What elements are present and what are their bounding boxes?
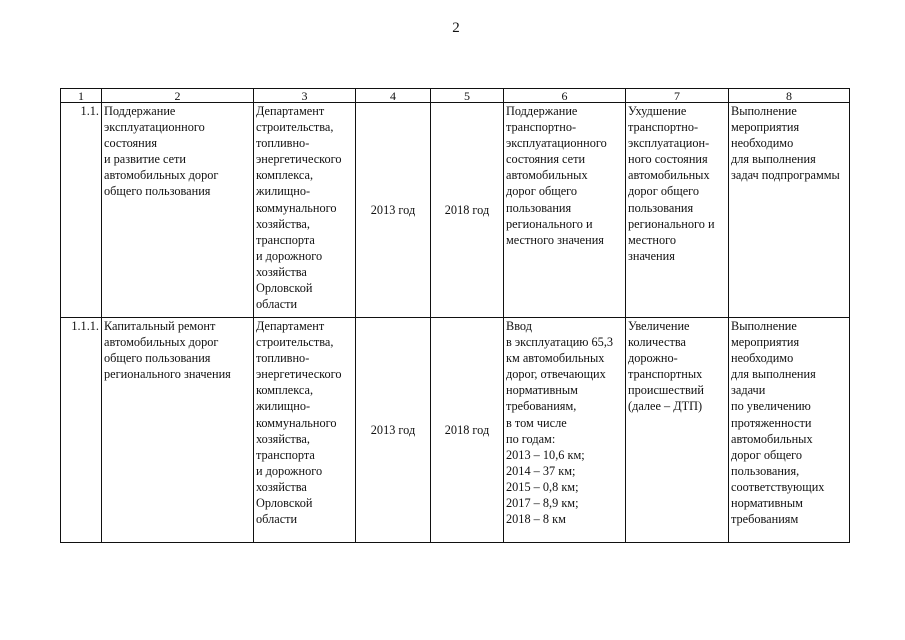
cell-text-line: Выполнение [731, 319, 797, 333]
table-row [61, 103, 850, 318]
cell-text-line: транспорта [256, 232, 315, 247]
cell-text-line: и дорожного [256, 248, 323, 263]
column-number-1: 1 [61, 89, 102, 103]
cell-text-line: нормативным [506, 383, 578, 398]
column-number-3: 3 [254, 89, 356, 103]
responsible-executor [254, 103, 356, 318]
program-activities-table [60, 88, 850, 543]
activity-name [102, 103, 254, 318]
cell-text-line: области [256, 297, 298, 312]
cell-text-line: дорог общего [628, 184, 700, 199]
cell-text-line: 2014 – 37 км; [506, 463, 576, 478]
cell-text-line: коммунального [256, 200, 337, 215]
cell-text-line: энергетического [256, 152, 342, 167]
cell-text-line: транспорта [256, 447, 315, 462]
cell-text-line: в эксплуатацию 65,3 [506, 335, 614, 350]
cell-text-line: комплекса, [256, 168, 314, 183]
cell-text-line: топливно- [256, 136, 310, 151]
cell-text-line: общего пользования [104, 351, 211, 366]
cell-text-line: топливно- [256, 351, 310, 366]
end-year: 2018 год [431, 318, 504, 543]
cell-text-line: в том числе [506, 415, 567, 430]
cell-text-line: дорог общего [506, 184, 578, 199]
cell-text-line: происшествий [628, 383, 704, 398]
cell-text-line: по годам: [506, 431, 556, 446]
cell-text-line: дорог, отвечающих [506, 367, 606, 382]
non-implementation-consequences [626, 318, 729, 543]
cell-text-line: нормативным [731, 496, 803, 511]
cell-text-line: Выполнение [731, 104, 797, 118]
table-row [61, 318, 850, 543]
cell-text-line: жилищно- [256, 399, 311, 414]
cell-text-line: Орловской [256, 496, 313, 511]
cell-text-line: энергетического [256, 367, 342, 382]
cell-text-line: регионального и [628, 216, 715, 231]
cell-text-line: задачи [731, 383, 766, 398]
column-number-6: 6 [504, 89, 626, 103]
cell-text-line: задач подпрограммы [731, 168, 840, 183]
cell-text-line: дорог общего [731, 447, 803, 462]
cell-text-line: автомобильных [628, 168, 710, 183]
cell-text-line: состояния [104, 136, 157, 151]
activity-number: 1.1.1. [61, 318, 102, 543]
expected-result [504, 103, 626, 318]
cell-text-line: регионального и [506, 216, 593, 231]
cell-text-line: Поддержание [506, 104, 578, 118]
cell-text-line: Департамент [256, 104, 325, 118]
column-number-4: 4 [356, 89, 431, 103]
cell-text-line: по увеличению [731, 399, 811, 414]
cell-text-line: необходимо [731, 351, 794, 366]
cell-text-line: количества [628, 335, 686, 350]
cell-text-line: ного состояния [628, 152, 708, 167]
link-to-indicators [729, 103, 850, 318]
column-number-7: 7 [626, 89, 729, 103]
cell-text-line: Увеличение [628, 319, 690, 333]
cell-text-line: общего пользования [104, 184, 211, 199]
cell-text-line: строительства, [256, 335, 334, 350]
cell-text-line: 2018 – 8 км [506, 512, 566, 527]
cell-text-line: мероприятия [731, 120, 800, 135]
column-number-2: 2 [102, 89, 254, 103]
cell-text-line: автомобильных [731, 431, 813, 446]
cell-text-line: и дорожного [256, 463, 323, 478]
cell-text-line: дорожно- [628, 351, 678, 366]
cell-text-line: хозяйства [256, 479, 307, 494]
column-number-8: 8 [729, 89, 850, 103]
activity-number: 1.1. [61, 103, 102, 318]
cell-text-line: требованиям, [506, 399, 577, 414]
cell-text-line: 2017 – 8,9 км; [506, 496, 579, 511]
cell-text-line: жилищно- [256, 184, 311, 199]
cell-text-line: протяженности [731, 415, 812, 430]
activity-name [102, 318, 254, 543]
cell-text-line: для выполнения [731, 367, 816, 382]
cell-text-line: и развитие сети [104, 152, 187, 167]
expected-result [504, 318, 626, 543]
cell-text-line: соответствующих [731, 479, 825, 494]
cell-text-line: Орловской [256, 281, 313, 296]
page-number: 2 [452, 20, 460, 36]
link-to-indicators [729, 318, 850, 543]
cell-text-line: строительства, [256, 120, 334, 135]
cell-text-line: автомобильных [506, 168, 588, 183]
cell-text-line: Департамент [256, 319, 325, 333]
cell-text-line: эксплуатационного [506, 136, 607, 151]
cell-text-line: регионального значения [104, 367, 231, 382]
cell-text-line: хозяйства, [256, 431, 310, 446]
cell-text-line: (далее – ДТП) [628, 399, 703, 414]
start-year: 2013 год [356, 318, 431, 543]
cell-text-line: автомобильных дорог [104, 335, 219, 350]
cell-text-line: 2013 – 10,6 км; [506, 447, 585, 462]
non-implementation-consequences [626, 103, 729, 318]
cell-text-line: эксплуатацион- [628, 136, 710, 151]
cell-text-line: коммунального [256, 415, 337, 430]
cell-text-line: Капитальный ремонт [104, 319, 216, 333]
cell-text-line: для выполнения [731, 152, 816, 167]
cell-text-line: мероприятия [731, 335, 800, 350]
cell-text-line: транспортно- [506, 120, 577, 135]
cell-text-line: состояния сети [506, 152, 586, 167]
cell-text-line: пользования [628, 200, 694, 215]
cell-text-line: пользования, [731, 463, 800, 478]
cell-text-line: области [256, 512, 298, 527]
cell-text-line: хозяйства [256, 264, 307, 279]
cell-text-line: 2015 – 0,8 км; [506, 479, 579, 494]
cell-text-line: комплекса, [256, 383, 314, 398]
cell-text-line: Поддержание [104, 104, 176, 118]
end-year: 2018 год [431, 103, 504, 318]
start-year: 2013 год [356, 103, 431, 318]
cell-text-line: автомобильных дорог [104, 168, 219, 183]
cell-text-line: эксплуатационного [104, 120, 205, 135]
cell-text-line: км автомобильных [506, 351, 605, 366]
responsible-executor [254, 318, 356, 543]
cell-text-line: Ввод [506, 319, 532, 333]
column-number-5: 5 [431, 89, 504, 103]
cell-text-line: необходимо [731, 136, 794, 151]
cell-text-line: местного значения [506, 232, 604, 247]
cell-text-line: пользования [506, 200, 572, 215]
column-numbers-row [61, 89, 850, 103]
cell-text-line: Ухудшение [628, 104, 687, 118]
cell-text-line: транспортных [628, 367, 703, 382]
cell-text-line: требованиям [731, 512, 799, 527]
cell-text-line: транспортно- [628, 120, 699, 135]
cell-text-line: значения [628, 248, 675, 263]
cell-text-line: местного [628, 232, 676, 247]
cell-text-line: хозяйства, [256, 216, 310, 231]
